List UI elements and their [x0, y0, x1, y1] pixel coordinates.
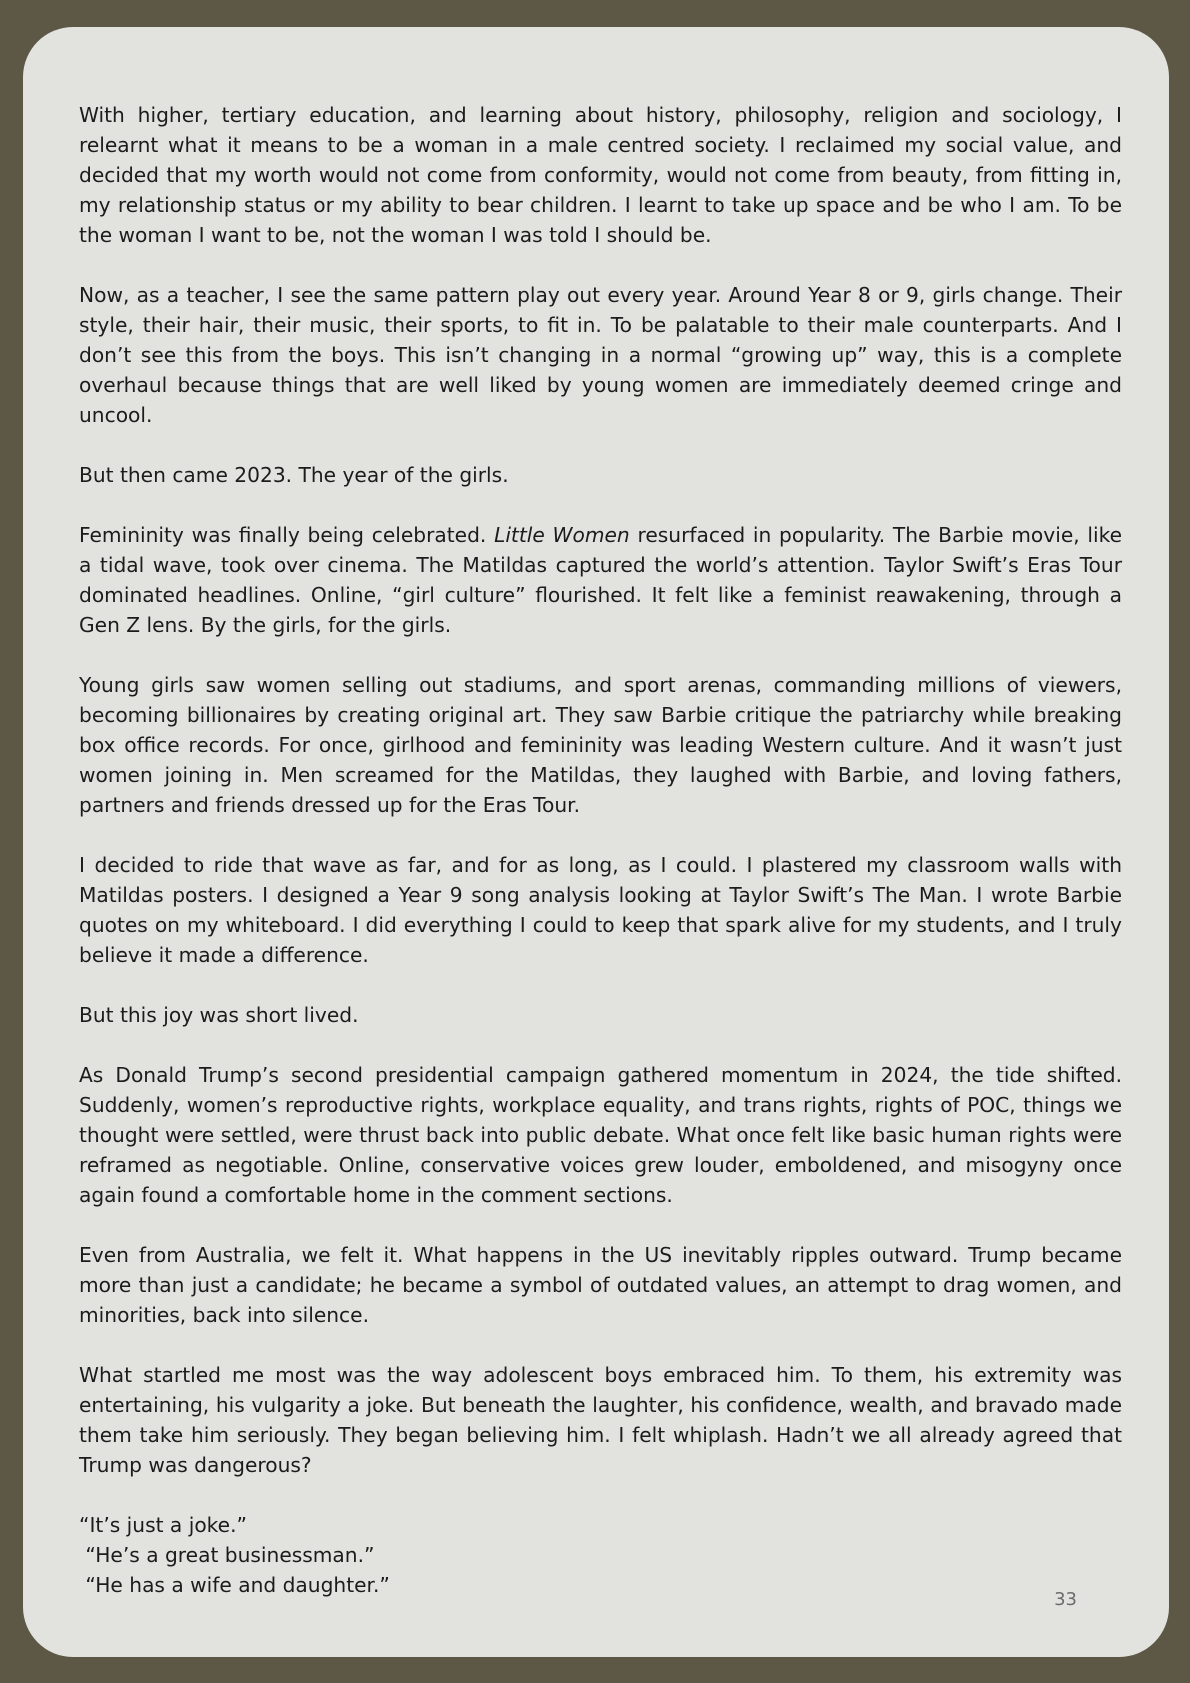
paragraph-young-girls: Young girls saw women selling out stadiums, and sport arenas, commanding millions of viewers, becoming billionaires by creating original art. They saw Barbie critique the patriarchy while breaking box office records. For once, girlhood and femininity was leading Western culture. And it wasn’t just women joining in. Men screamed for the Matildas, they laughed with Barbie, and loving fathers, partners and friends dressed up for the Eras Tour.: [79, 673, 1122, 817]
quote-line: “It’s just a joke.”: [79, 1513, 247, 1537]
paragraph-teacher: Now, as a teacher, I see the same pattern play out every year. Around Year 8 or 9, girls change. Their style, their hair, their music, their sports, to fit in. To be palatable to their male counterparts. And I don’t see this from the boys. This isn’t changing in a normal “growing up” way, this is a complete overhaul because things that are well liked by young women are immediately deemed cringe and uncool.: [79, 283, 1122, 427]
femininity-text-end: resurfaced in popularity. The Barbie movie, like a tidal wave, took over cinema. The Matildas captured the world’s attention. Taylor Swift’s Eras Tour dominated headlines. Online, “girl culture” flourished. It felt like a feminist reawakening, through a Gen Z lens. By the girls, for the girls.: [79, 523, 1123, 637]
quote-line: “He’s a great businessman.”: [79, 1543, 375, 1567]
page-number: 33: [1054, 1589, 1077, 1610]
little-women-title: Little Women: [494, 523, 630, 547]
paragraph-2023: But then came 2023. The year of the girls.: [79, 463, 509, 487]
article-body: [79, 100, 1122, 1600]
page-card: [23, 27, 1169, 1657]
paragraph-short-lived: But this joy was short lived.: [79, 1003, 359, 1027]
paragraph-femininity: [79, 520, 1122, 640]
paragraph-australia: Even from Australia, we felt it. What happens in the US inevitably ripples outward. Trump became more than just a candidate; he became a symbol of outdated values, an attempt to drag women, and minorities, back into silence.: [79, 1243, 1122, 1327]
paragraph-adolescent-boys: What startled me most was the way adolescent boys embraced him. To them, his extremity was entertaining, his vulgarity a joke. But beneath the laughter, his confidence, wealth, and bravado made them take him seriously. They began believing him. I felt whiplash. Hadn’t we all already agreed that Trump was dangerous?: [79, 1363, 1122, 1477]
paragraph-trump-campaign: As Donald Trump’s second presidential campaign gathered momentum in 2024, the tide shifted. Suddenly, women’s reproductive rights, workplace equality, and trans rights, rights of POC, things we thought were settled, were thrust back into public debate. What once felt like basic human rights were reframed as negotiable. Online, conservative voices grew louder, emboldened, and misogyny once again found a comfortable home in the comment sections.: [79, 1063, 1122, 1207]
paragraph-education: With higher, tertiary education, and learning about history, philosophy, religion and sociology, I relearnt what it means to be a woman in a male centred society. I reclaimed my social value, and decided that my worth would not come from conformity, would not come from beauty, from fitting in, my relationship status or my ability to bear children. I learnt to take up space and be who I am. To be the woman I want to be, not the woman I was told I should be.: [79, 103, 1122, 247]
paragraph-classroom: I decided to ride that wave as far, and for as long, as I could. I plastered my classroom walls with Matildas posters. I designed a Year 9 song analysis looking at Taylor Swift’s The Man. I wrote Barbie quotes on my whiteboard. I did everything I could to keep that spark alive for my students, and I truly believe it made a difference.: [79, 853, 1122, 967]
femininity-text-start: Femininity was finally being celebrated.: [79, 523, 495, 547]
quote-line: “He has a wife and daughter.”: [79, 1573, 390, 1597]
quote-list: [79, 1510, 1122, 1600]
